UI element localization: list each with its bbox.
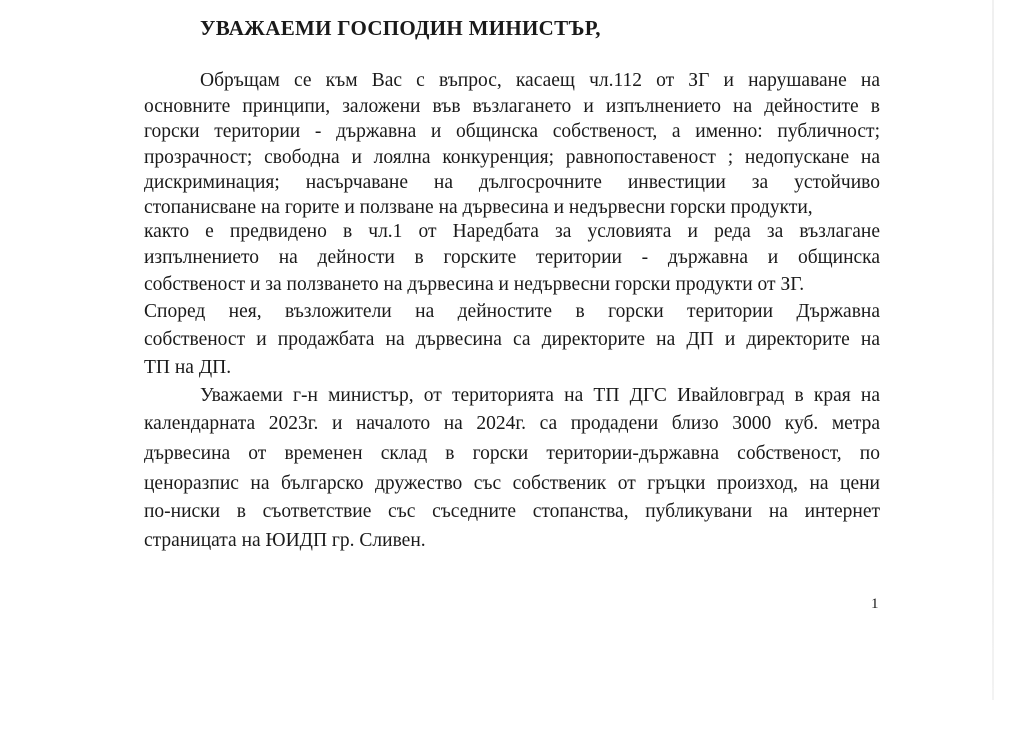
letter-salutation-heading: УВАЖАЕМИ ГОСПОДИН МИНИСТЪР, <box>200 16 601 40</box>
paragraph-line: Според нея, възложители на дейностите в горски територии Държавна <box>144 301 880 322</box>
page-number: 1 <box>871 596 879 612</box>
paragraph-line: стопанисване на горите и ползване на дървесина и недървесни горски продукти, <box>144 197 813 218</box>
paragraph-line: собственост и за ползването на дървесина и недървесни горски продукти от ЗГ. <box>144 274 805 295</box>
paragraph-line: прозрачност; свободна и лоялна конкуренция; равнопоставеност ; недопускане на <box>144 147 880 168</box>
paragraph-line: дървесина от временен склад в горски територии-държавна собственост, по <box>144 443 880 464</box>
paragraph-line: собственост и продажбата на дървесина са директорите на ДП и директорите на <box>144 329 880 350</box>
paragraph-line: горски територии - държавна и общинска собственост, а именно: публичност; <box>144 121 880 142</box>
scan-edge-shadow <box>992 0 994 700</box>
paragraph-line: дискриминация; насърчаване на дългосрочните инвестиции за устойчиво <box>144 172 880 193</box>
paragraph-line: изпълнението на дейности в горските територии - държавна и общинска <box>144 247 880 268</box>
paragraph-line: по-ниски в съответствие със съседните стопанства, публикувани на интернет <box>144 501 880 522</box>
paragraph-line: основните принципи, заложени във възлагането и изпълнението на дейностите в <box>144 96 880 117</box>
paragraph-line: календарната 2023г. и началото на 2024г. са продадени близо 3000 куб. метра <box>144 413 880 434</box>
paragraph-line: ценоразпис на българско дружество със собственик от гръцки произход, на цени <box>144 473 880 494</box>
paragraph-line: както е предвидено в чл.1 от Наредбата за условията и реда за възлагане <box>144 221 880 242</box>
paragraph-line: ТП на ДП. <box>144 357 232 378</box>
paragraph-line: Уважаеми г-н министър, от територията на ТП ДГС Ивайловград в края на <box>200 385 880 406</box>
paragraph-line: страницата на ЮИДП гр. Сливен. <box>144 530 426 551</box>
paragraph-line: Обръщам се към Вас с въпрос, касаещ чл.112 от ЗГ и нарушаване на <box>200 70 880 91</box>
